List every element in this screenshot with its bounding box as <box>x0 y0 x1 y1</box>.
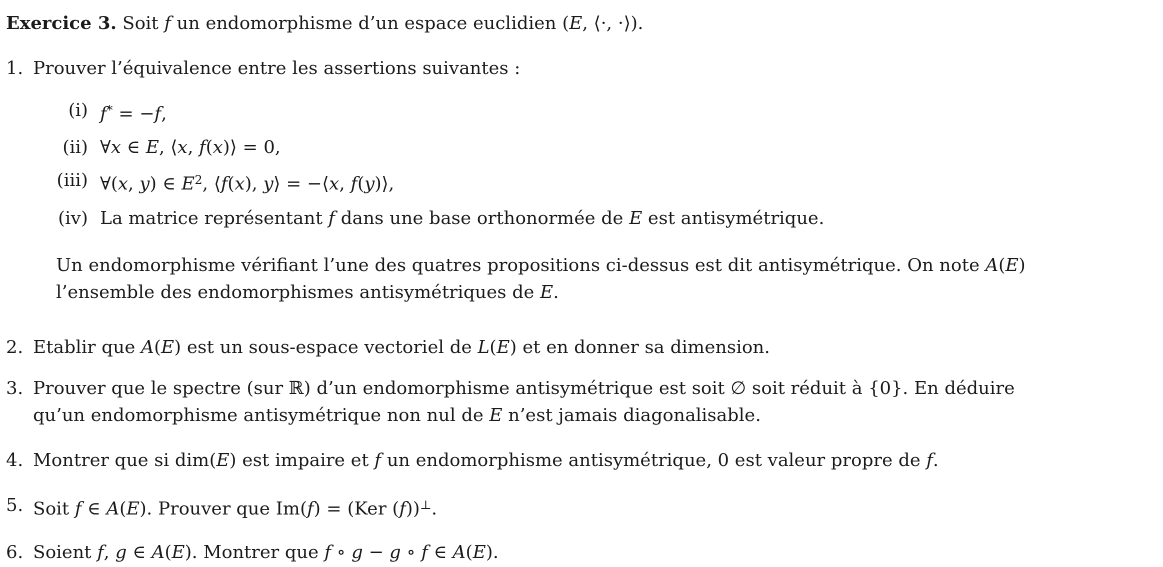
text-line <box>33 447 1163 474</box>
question-4 <box>0 447 1163 474</box>
text-run: f <box>350 173 358 194</box>
text-run: x <box>177 136 188 158</box>
exercise-header <box>0 10 1163 37</box>
text-run: ∈ <box>126 541 152 563</box>
text-run: f <box>926 450 933 471</box>
text-run: qu’un endomorphisme antisymétrique non nul de <box>33 405 490 426</box>
text-run: Soit <box>33 498 75 520</box>
text-run: )⟩ = 0, <box>222 136 281 158</box>
text-run: , <box>187 136 200 158</box>
text-run: f <box>324 541 332 563</box>
text-run: Etablir que <box>33 337 141 358</box>
text-run: ( <box>205 136 213 158</box>
text-run: ) <box>174 337 182 358</box>
text-run: ) ∈ <box>149 173 182 194</box>
text-run: Prouver que le spectre (sur ℝ) d’un endomorphisme antisymétrique est soit ∅ soit réduit à {0}. En déduire <box>33 378 1015 399</box>
text-run: ). Montrer que <box>184 541 325 563</box>
text-run: * <box>106 103 113 117</box>
text-run: Montrer que si dim( <box>33 450 217 471</box>
text-run: un endomorphisme antisymétrique, 0 est valeur propre de <box>381 450 927 471</box>
text-run: ∈ <box>121 136 146 158</box>
question-3 <box>0 375 1163 429</box>
text-run: E <box>181 173 195 194</box>
text-run: E <box>145 136 159 158</box>
question-2-marker: 2. <box>6 337 24 358</box>
question-1 <box>0 55 1163 82</box>
text-run: ( <box>357 173 365 194</box>
text-run: ∘ <box>331 541 352 563</box>
question-3-marker: 3. <box>6 378 24 399</box>
text-run: x <box>212 136 223 158</box>
text-line <box>100 205 1163 232</box>
text-run: E <box>126 498 140 520</box>
text-run: , <box>103 541 116 563</box>
text-run: x <box>329 173 340 194</box>
text-run: ( <box>119 498 127 520</box>
text-run: f <box>100 103 107 125</box>
text-run: ∘ <box>400 541 422 563</box>
text-run: )⟩, <box>374 173 395 194</box>
text-line <box>33 55 1163 82</box>
text-run: ( <box>998 255 1006 276</box>
text-run: E <box>216 450 230 471</box>
text-run: , <box>128 173 140 194</box>
text-line <box>33 402 1163 429</box>
text-run: E <box>161 337 175 358</box>
text-run: E <box>540 282 554 303</box>
text-line <box>56 279 1163 306</box>
text-run: Un endomorphisme vérifiant l’une des quatres propositions ci-dessus est dit antisymétrique. On note <box>56 255 986 276</box>
text-run: ( <box>164 541 172 563</box>
text-run: ∈ <box>427 541 453 563</box>
assertion-ii-marker: (ii) <box>62 136 88 158</box>
text-run: x <box>110 136 122 158</box>
text-run: E <box>472 541 486 563</box>
text-run: f <box>164 13 171 34</box>
text-run: , <box>161 103 167 125</box>
text-run: , ⟨ <box>202 173 221 194</box>
text-run: f <box>154 103 162 125</box>
text-run: ( <box>227 173 235 194</box>
text-run: f <box>97 541 104 563</box>
text-run: est un sous-espace vectoriel de <box>181 337 478 358</box>
text-run: ∈ <box>81 498 107 520</box>
text-run: . <box>553 282 559 303</box>
text-run: ) <box>1018 255 1026 276</box>
text-run: E <box>489 405 503 426</box>
text-run: y <box>364 173 375 194</box>
text-run: Soit <box>116 13 165 34</box>
text-line <box>100 167 1163 198</box>
text-run: ∀( <box>100 173 118 194</box>
text-run: f <box>220 173 228 194</box>
text-run: 2 <box>194 172 203 187</box>
text-run: f <box>374 450 382 471</box>
text-run: E <box>569 13 583 34</box>
text-run: Prouver l’équivalence entre les assertions suivantes : <box>33 58 521 79</box>
assertion-i-marker: (i) <box>68 100 88 121</box>
question-2 <box>0 334 1163 361</box>
text-run: A <box>140 337 154 358</box>
text-run: ) est impaire et <box>229 450 375 471</box>
text-run: un endomorphisme d’un espace euclidien ( <box>170 13 570 34</box>
text-run: E <box>171 541 185 563</box>
text-run: x <box>234 173 245 194</box>
text-run: , <box>339 173 351 194</box>
question-5 <box>0 492 1163 523</box>
text-run: , ⟨·, ·⟩). <box>582 13 644 34</box>
text-run: f <box>199 136 206 158</box>
text-run: f <box>74 498 82 520</box>
text-run: y <box>139 173 150 194</box>
text-line <box>56 252 1163 279</box>
text-line <box>33 539 1163 566</box>
text-run: . <box>431 498 438 520</box>
text-run: ∀ <box>100 136 111 158</box>
text-run: − <box>362 541 390 563</box>
question-5-marker: 5. <box>6 495 24 516</box>
question-1-marker: 1. <box>6 58 24 79</box>
text-run: dans une base orthonormée de <box>334 208 630 229</box>
text-run: ), <box>244 173 264 194</box>
text-run: E <box>629 208 643 229</box>
text-run: A <box>151 541 165 563</box>
text-run: Exercice 3. <box>6 13 117 34</box>
text-line <box>33 375 1163 402</box>
assertion-ii <box>0 134 1163 161</box>
text-run: . <box>932 450 939 471</box>
text-run: E <box>1005 255 1019 276</box>
text-run: g <box>389 541 401 563</box>
text-run: f <box>421 541 428 563</box>
text-run: Soient <box>33 541 98 563</box>
antisymmetric-definition <box>0 252 1163 306</box>
question-6-marker: 6. <box>6 541 24 563</box>
text-run: et en donner sa dimension. <box>516 337 770 358</box>
text-run: La matrice représentant <box>100 208 329 229</box>
text-run: E <box>496 337 510 358</box>
text-run: x <box>117 173 129 194</box>
text-run: ⊥ <box>419 498 432 512</box>
text-run: l’ensemble des endomorphismes antisymétriques de <box>56 282 541 303</box>
text-run: f <box>328 208 335 229</box>
assertion-i <box>0 97 1163 128</box>
text-run: ). Prouver que Im( <box>139 498 307 520</box>
text-run: est antisymétrique. <box>642 208 825 229</box>
text-run: = − <box>112 103 155 125</box>
text-run: , ⟨ <box>158 136 178 158</box>
text-run: ) <box>509 337 517 358</box>
text-run: ⟩ = −⟨ <box>273 173 330 194</box>
text-run: f <box>399 498 406 520</box>
question-4-marker: 4. <box>6 450 24 471</box>
text-run: n’est jamais diagonalisable. <box>502 405 761 426</box>
text-run: ) = (Ker ( <box>313 498 400 520</box>
question-6 <box>0 539 1163 566</box>
assertion-iii <box>0 167 1163 198</box>
text-run: g <box>115 541 127 563</box>
text-run: A <box>452 541 466 563</box>
text-run: L <box>477 337 490 358</box>
text-line <box>6 10 1163 37</box>
text-run: ( <box>489 337 497 358</box>
text-line <box>33 334 1163 361</box>
assertion-iv-marker: (iv) <box>58 208 88 229</box>
text-line <box>100 97 1163 128</box>
text-run: ). <box>485 541 499 563</box>
text-run: y <box>263 173 274 194</box>
assertion-iii-marker: (iii) <box>56 169 88 191</box>
text-run: f <box>306 498 314 520</box>
text-run: )) <box>405 498 420 520</box>
text-run: A <box>985 255 999 276</box>
text-line <box>100 134 1163 161</box>
text-line <box>33 492 1163 523</box>
assertion-iv <box>0 205 1163 232</box>
text-run: ( <box>153 337 161 358</box>
text-run: ( <box>465 541 473 563</box>
text-run: g <box>351 541 363 563</box>
text-run: A <box>106 498 120 520</box>
